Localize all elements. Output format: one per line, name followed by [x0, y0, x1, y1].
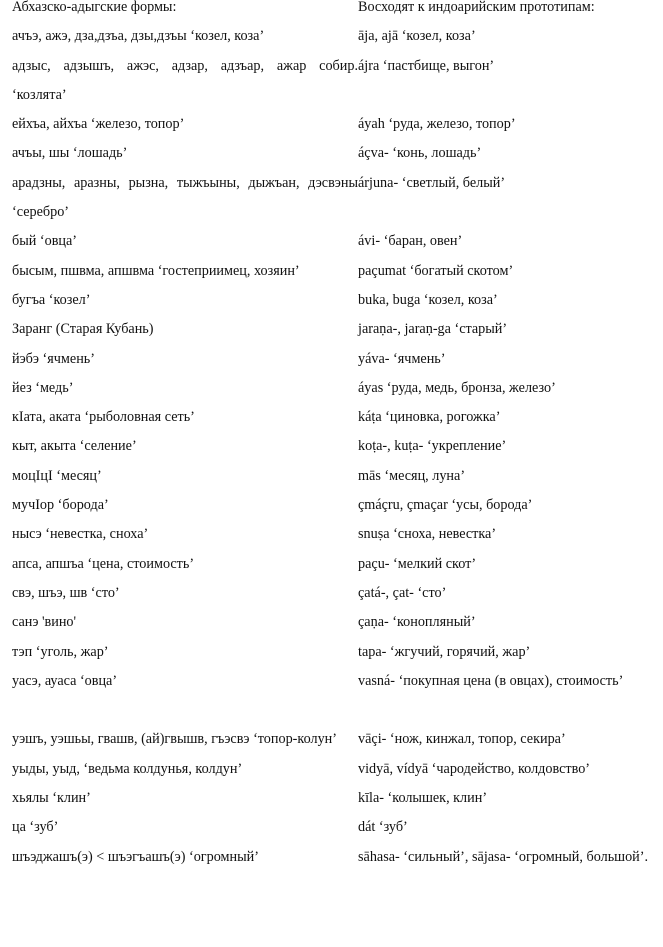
table-row [12, 638, 657, 667]
column-headers [12, 0, 657, 22]
indo-aryan-prototype: kīla- ‘колышек, клин’ [358, 790, 488, 807]
abkhaz-adyghe-form: кIата, аката ‘рыболовная сеть’ [12, 409, 195, 426]
table-row [12, 345, 657, 374]
table-row [12, 257, 657, 286]
indo-aryan-prototype: buka, buga ‘козел, коза’ [358, 291, 498, 308]
indo-aryan-prototype: paçumat ‘богатый скотом’ [358, 262, 514, 279]
abkhaz-adyghe-form: адзыс, адзышъ, ажэс, адзар, адзъар, ажар собир. ‘козлята’ [12, 57, 358, 103]
abkhaz-adyghe-form: арадзны, аразны, рызна, тыжъыны, дыжъан, дэсвэны ‘серебро’ [12, 174, 358, 221]
table-row [12, 432, 657, 461]
indo-aryan-prototype: snuṣa ‘сноха, невестка’ [358, 526, 497, 543]
abkhaz-adyghe-form: мучIор ‘борода’ [12, 497, 109, 514]
abkhaz-adyghe-form: кыт, акыта ‘селение’ [12, 438, 137, 455]
table-row [12, 139, 657, 168]
abkhaz-adyghe-form: ца ‘зуб’ [12, 819, 59, 836]
table-row [12, 227, 657, 256]
indo-aryan-prototype: sāhasa- ‘сильный’, sājasa- ‘огромный, большой’. [358, 848, 649, 865]
abkhaz-adyghe-form: йез ‘медь’ [12, 379, 74, 396]
table-row [12, 491, 657, 520]
indo-aryan-prototype: vasná- ‘покупная цена (в овцах), стоимость’ [358, 672, 624, 689]
table-row [12, 667, 657, 696]
abkhaz-adyghe-form: моцIцI ‘месяц’ [12, 467, 102, 484]
abkhaz-adyghe-form: бысым, пшвма, апшвма ‘гостеприимец, хозяин’ [12, 262, 300, 279]
table-row [12, 843, 657, 872]
table-row [12, 286, 657, 315]
indo-aryan-prototype: áyah ‘руда, железо, топор’ [358, 116, 516, 133]
table-row [12, 374, 657, 403]
left-column-header: Абхазско-адыгские формы: [12, 0, 177, 15]
indo-aryan-prototype: áçva- ‘конь, лошадь’ [358, 145, 482, 162]
abkhaz-adyghe-form: ейхъа, айхъа ‘железо, топор’ [12, 116, 185, 133]
indo-aryan-prototype: yáva- ‘ячмень’ [358, 350, 446, 367]
indo-aryan-prototype: káṭa ‘циновка, рогожка’ [358, 409, 501, 426]
table-row [12, 813, 657, 842]
table-row [12, 725, 657, 754]
indo-aryan-prototype: koṭa-, kuṭa- ‘укрепление’ [358, 438, 507, 455]
abkhaz-adyghe-form: бугъа ‘козел’ [12, 291, 91, 308]
abkhaz-adyghe-form: бый ‘овца’ [12, 233, 78, 250]
table-row [12, 169, 657, 228]
abkhaz-adyghe-form: ачъы, шы ‘лошадь’ [12, 145, 128, 162]
abkhaz-adyghe-form: апса, апшъа ‘цена, стоимость’ [12, 555, 195, 572]
table-row [12, 784, 657, 813]
table-row [12, 315, 657, 344]
abkhaz-adyghe-form: уэшъ, уэшьы, гвашв, (ай)гвышв, гъэсвэ ‘топор-колун’ [12, 731, 337, 748]
indo-aryan-prototype: mās ‘месяц, луна’ [358, 467, 466, 484]
table-row [12, 462, 657, 491]
correspondence-table [12, 22, 657, 872]
abkhaz-adyghe-form: ачъэ, ажэ, дза,дзъа, дзы,дзъы ‘козел, коза’ [12, 28, 265, 45]
indo-aryan-prototype: paçu- ‘мелкий скот’ [358, 555, 477, 572]
abkhaz-adyghe-form: Заранг (Старая Кубань) [12, 321, 154, 338]
abkhaz-adyghe-form: тэп ‘уголь, жар’ [12, 643, 109, 660]
right-column-header: Восходят к индоарийским прототипам: [358, 0, 595, 15]
table-row [12, 110, 657, 139]
table-row [12, 520, 657, 549]
abkhaz-adyghe-form: хьялы ‘клин’ [12, 790, 91, 807]
indo-aryan-prototype: çaṇa- ‘конопляный’ [358, 614, 476, 631]
abkhaz-adyghe-form: свэ, шъэ, шв ‘сто’ [12, 584, 120, 601]
table-row [12, 22, 657, 51]
abkhaz-adyghe-form: йэбэ ‘ячмень’ [12, 350, 95, 367]
indo-aryan-prototype: āja, ajā ‘козел, коза’ [358, 28, 476, 45]
indo-aryan-prototype: jaraṇa-, jaraṇ-ga ‘старый’ [358, 321, 508, 338]
abkhaz-adyghe-form: уыды, уыд, ‘ведьма колдунья, колдун’ [12, 760, 243, 777]
indo-aryan-prototype: ávi- ‘баран, овен’ [358, 233, 463, 250]
abkhaz-adyghe-form: санэ 'вино' [12, 614, 77, 631]
table-row [12, 608, 657, 637]
abkhaz-adyghe-form: нысэ ‘невестка, сноха’ [12, 526, 149, 543]
indo-aryan-prototype: vāçi- ‘нож, кинжал, топор, секира’ [358, 731, 566, 748]
document-page [12, 0, 657, 872]
indo-aryan-prototype: çatá-, çat- ‘сто’ [358, 584, 447, 601]
table-row [12, 403, 657, 432]
indo-aryan-prototype: tapa- ‘жгучий, горячий, жар’ [358, 643, 531, 660]
indo-aryan-prototype: vidyā, vídyā ‘чародейство, колдовство’ [358, 760, 591, 777]
indo-aryan-prototype: áyas ‘руда, медь, бронза, железо’ [358, 379, 556, 396]
abkhaz-adyghe-form: уасэ, ауаса ‘овца’ [12, 672, 118, 689]
table-row [12, 550, 657, 579]
indo-aryan-prototype: çmáçru, çmaçar ‘усы, борода’ [358, 497, 533, 514]
table-row [12, 52, 657, 111]
indo-aryan-prototype: árjuna- ‘светлый, белый’ [358, 174, 506, 191]
table-row [12, 755, 657, 784]
table-row [12, 579, 657, 608]
abkhaz-adyghe-form: шъэджашъ(э) < шъэгъашъ(э) ‘огромный’ [12, 848, 259, 865]
indo-aryan-prototype: dát ‘зуб’ [358, 819, 408, 836]
indo-aryan-prototype: ájra ‘пастбище, выгон’ [358, 57, 495, 74]
